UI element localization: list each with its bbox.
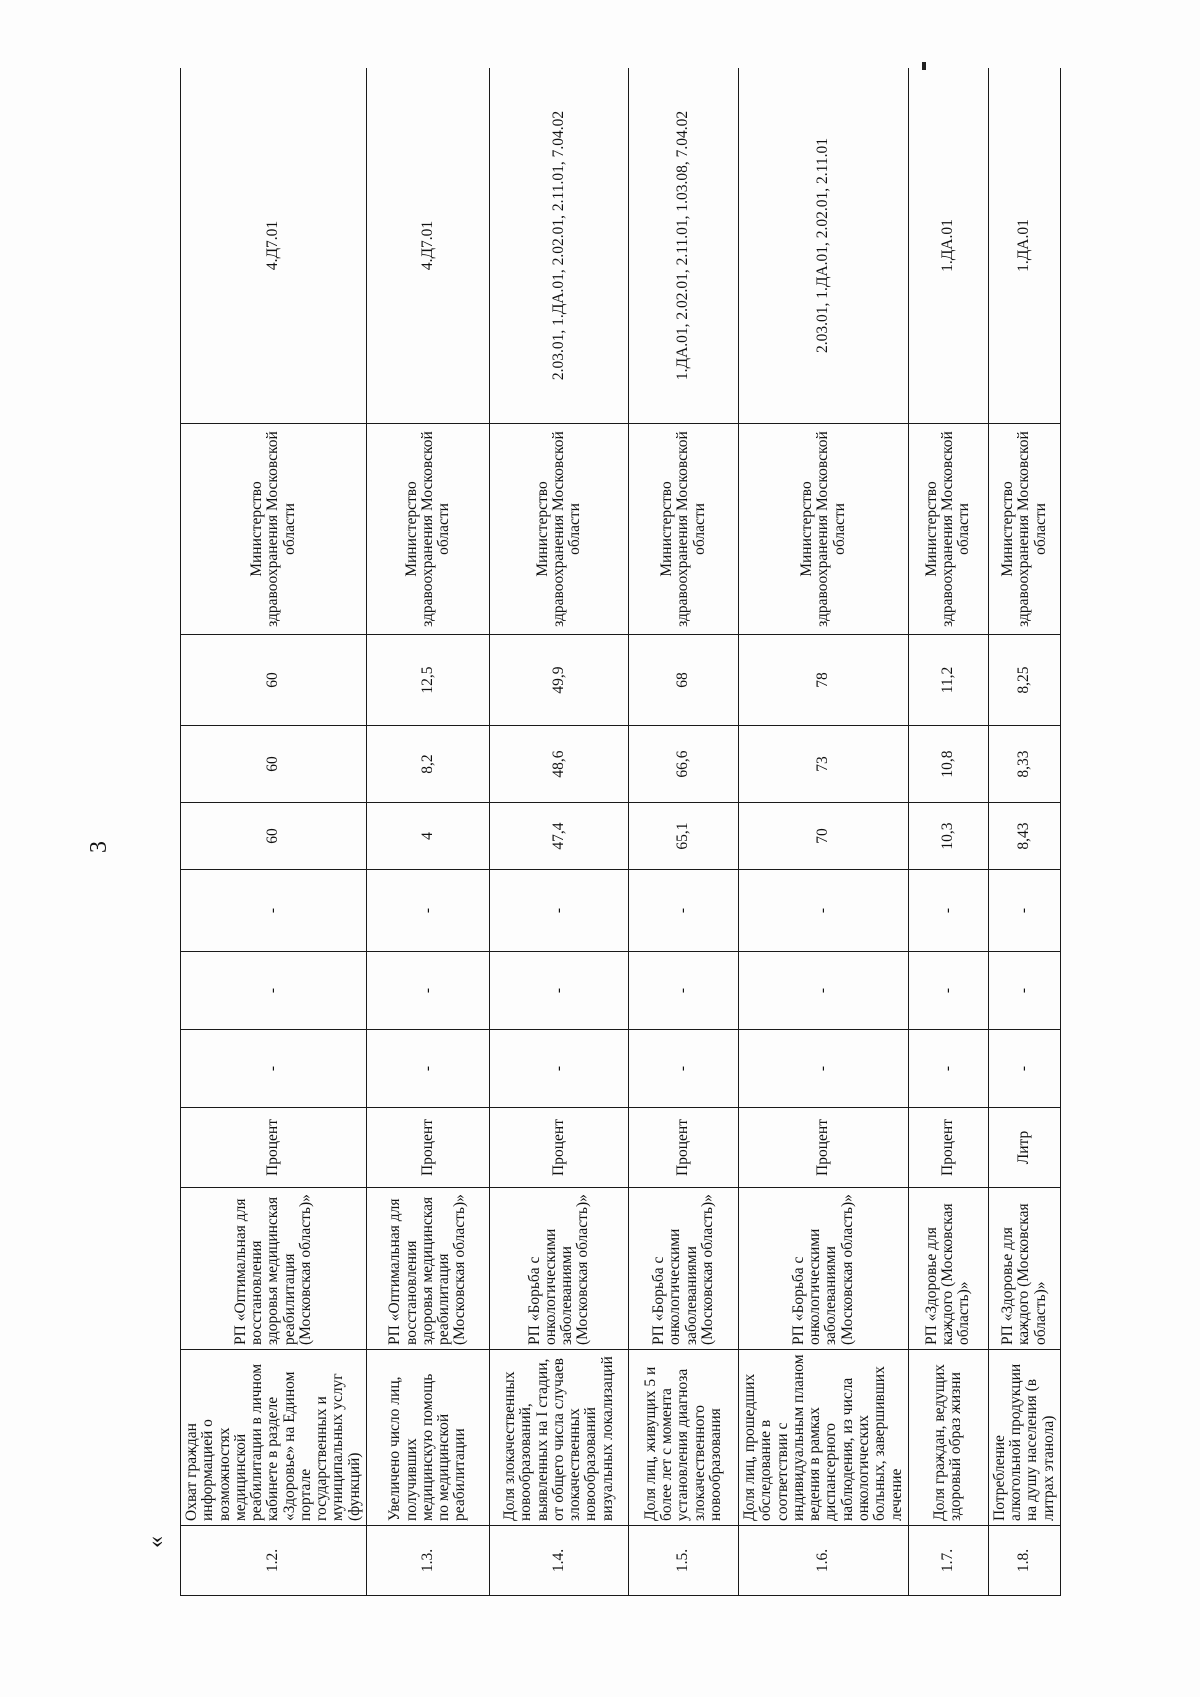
table-row [908, 68, 988, 1596]
value-cell-1: - [181, 1030, 367, 1108]
related-codes: 1.ДА.01, 2.02.01, 2.11.01, 1.03.08, 7.04.02 [629, 68, 739, 424]
table-row [181, 68, 367, 1596]
value-cell-4: 65,1 [629, 803, 739, 870]
value-cell-6: 8,25 [988, 635, 1060, 726]
value-cell-5: 8,33 [988, 726, 1060, 803]
responsible-authority: Министерство здравоохранения Московской области [908, 424, 988, 635]
unit-of-measure: Процент [629, 1108, 739, 1188]
value-cell-4: 10,3 [908, 803, 988, 870]
value-cell-2: - [181, 952, 367, 1030]
table-row [490, 68, 629, 1596]
value-cell-6: 60 [181, 635, 367, 726]
indicators-table [180, 68, 1061, 1596]
related-codes: 1.ДА.01 [908, 68, 988, 424]
value-cell-3: - [988, 870, 1060, 952]
table-row [629, 68, 739, 1596]
regional-project: РП «Борьба с онкологическими заболеваниями (Московская область)» [629, 1188, 739, 1350]
related-codes: 2.03.01, 1.ДА.01, 2.02.01, 2.11.01 [739, 68, 909, 424]
row-number: 1.4. [490, 1526, 629, 1596]
value-cell-6: 68 [629, 635, 739, 726]
value-cell-3: - [629, 870, 739, 952]
regional-project: РП «Здоровье для каждого (Московская область)» [988, 1188, 1060, 1350]
value-cell-4: 4 [366, 803, 489, 870]
value-cell-3: - [181, 870, 367, 952]
value-cell-5: 8,2 [366, 726, 489, 803]
related-codes: 4.Д7.01 [181, 68, 367, 424]
row-number: 1.5. [629, 1526, 739, 1596]
value-cell-1: - [908, 1030, 988, 1108]
row-number: 1.3. [366, 1526, 489, 1596]
value-cell-3: - [490, 870, 629, 952]
responsible-authority: Министерство здравоохранения Московской области [490, 424, 629, 635]
regional-project: РП «Борьба с онкологическими заболеваниями (Московская область)» [490, 1188, 629, 1350]
unit-of-measure: Процент [181, 1108, 367, 1188]
indicator-name: Потребление алкогольной продукции на душу населения (в литрах этанола) [988, 1350, 1060, 1526]
responsible-authority: Министерство здравоохранения Московской области [181, 424, 367, 635]
indicator-name: Доля злокачественных новообразований, выявленных на I стадии, от общего числа случаев злокачественных новообразований визуальных локализаций [490, 1350, 629, 1526]
value-cell-3: - [739, 870, 909, 952]
value-cell-5: 48,6 [490, 726, 629, 803]
rotated-table-frame [180, 68, 1061, 1596]
value-cell-4: 47,4 [490, 803, 629, 870]
value-cell-1: - [739, 1030, 909, 1108]
value-cell-1: - [629, 1030, 739, 1108]
value-cell-2: - [629, 952, 739, 1030]
value-cell-2: - [490, 952, 629, 1030]
regional-project: РП «Борьба с онкологическими заболеваниями (Московская область)» [739, 1188, 909, 1350]
value-cell-4: 60 [181, 803, 367, 870]
indicator-name: Доля лиц, прошедших обследование в соответствии с индивидуальным планом ведения в рамках диспансерного наблюдения, из числа онкологических больных, завершивших лечение [739, 1350, 909, 1526]
indicator-name: Доля лиц, живущих 5 и более лет с момента установления диагноза злокачественного новообразования [629, 1350, 739, 1526]
unit-of-measure: Процент [366, 1108, 489, 1188]
table-row [366, 68, 489, 1596]
value-cell-2: - [988, 952, 1060, 1030]
responsible-authority: Министерство здравоохранения Московской области [366, 424, 489, 635]
value-cell-2: - [908, 952, 988, 1030]
value-cell-6: 12,5 [366, 635, 489, 726]
value-cell-1: - [366, 1030, 489, 1108]
value-cell-4: 8,43 [988, 803, 1060, 870]
value-cell-1: - [988, 1030, 1060, 1108]
row-number: 1.7. [908, 1526, 988, 1596]
value-cell-5: 60 [181, 726, 367, 803]
value-cell-5: 66,6 [629, 726, 739, 803]
indicator-name: Увеличено число лиц, получивших медицинскую помощь по медицинской реабилитации [366, 1350, 489, 1526]
opening-quote-mark: « [143, 1536, 169, 1548]
page-number: 3 [86, 841, 112, 853]
value-cell-4: 70 [739, 803, 909, 870]
unit-of-measure: Процент [739, 1108, 909, 1188]
indicator-name: Охват граждан информацией о возможностях медицинской реабилитации в личном кабинете в разделе «Здоровье» на Едином портале государственных и муниципальных услуг (функций) [181, 1350, 367, 1526]
value-cell-2: - [739, 952, 909, 1030]
regional-project: РП «Оптимальная для восстановления здоровья медицинская реабилитация (Московская область)» [366, 1188, 489, 1350]
responsible-authority: Министерство здравоохранения Московской области [739, 424, 909, 635]
value-cell-2: - [366, 952, 489, 1030]
value-cell-6: 49,9 [490, 635, 629, 726]
table-row [988, 68, 1060, 1596]
row-number: 1.8. [988, 1526, 1060, 1596]
regional-project: РП «Здоровье для каждого (Московская область)» [908, 1188, 988, 1350]
responsible-authority: Министерство здравоохранения Московской области [988, 424, 1060, 635]
related-codes: 4.Д7.01 [366, 68, 489, 424]
table-container [180, 68, 1061, 1596]
regional-project: РП «Оптимальная для восстановления здоровья медицинская реабилитация (Московская область)» [181, 1188, 367, 1350]
value-cell-3: - [366, 870, 489, 952]
value-cell-3: - [908, 870, 988, 952]
row-number: 1.2. [181, 1526, 367, 1596]
value-cell-5: 73 [739, 726, 909, 803]
value-cell-6: 78 [739, 635, 909, 726]
related-codes: 1.ДА.01 [988, 68, 1060, 424]
indicator-name: Доля граждан, ведущих здоровый образ жизни [908, 1350, 988, 1526]
row-number: 1.6. [739, 1526, 909, 1596]
value-cell-6: 11,2 [908, 635, 988, 726]
related-codes: 2.03.01, 1.ДА.01, 2.02.01, 2.11.01, 7.04.02 [490, 68, 629, 424]
value-cell-1: - [490, 1030, 629, 1108]
table-row [739, 68, 909, 1596]
unit-of-measure: Литр [988, 1108, 1060, 1188]
value-cell-5: 10,8 [908, 726, 988, 803]
unit-of-measure: Процент [490, 1108, 629, 1188]
unit-of-measure: Процент [908, 1108, 988, 1188]
responsible-authority: Министерство здравоохранения Московской области [629, 424, 739, 635]
